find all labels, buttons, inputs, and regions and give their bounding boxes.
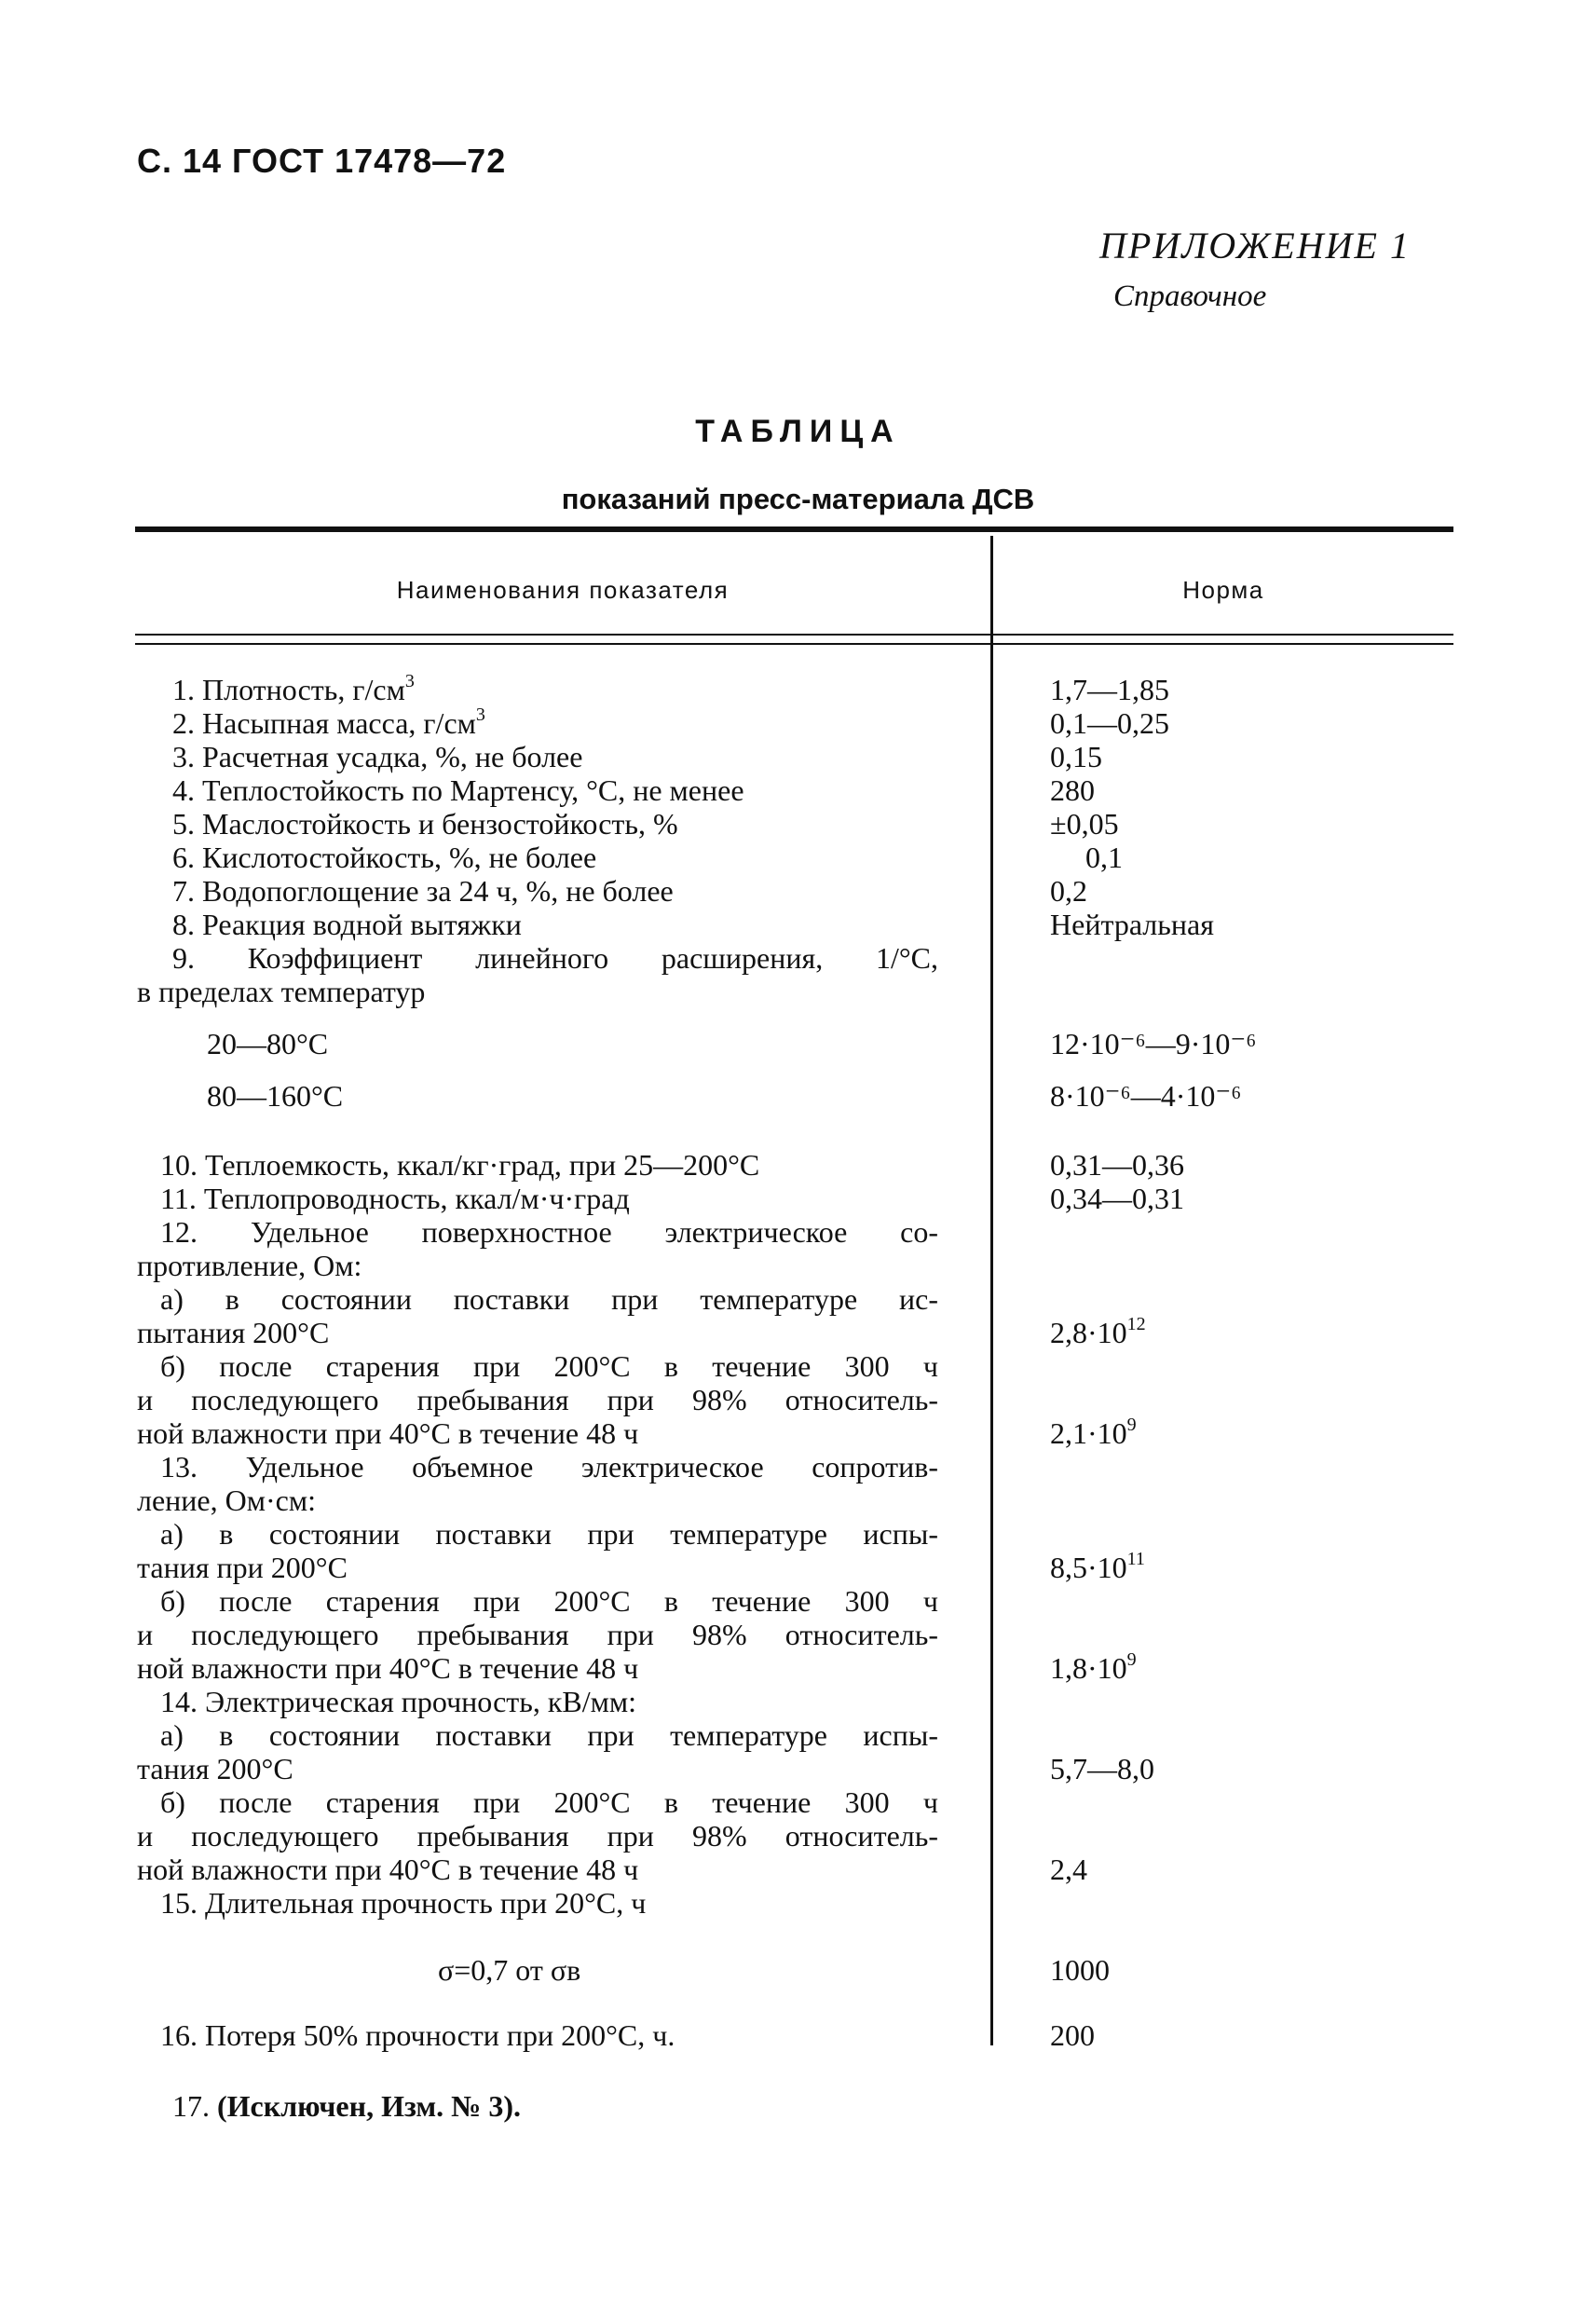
row-13b-line-1: б) после старения при 200°С в течение 300 ч	[160, 1584, 938, 1618]
page-reference: С. 14 ГОСТ 17478—72	[137, 142, 507, 180]
row-14b-line-3: ной влажности при 40°С в течение 48 ч	[137, 1853, 639, 1886]
row-12b-norm-exp: 9	[1126, 1415, 1137, 1435]
row-14a-line-2: тания 200°С	[137, 1752, 293, 1785]
row-17-text: (Исключен, Изм. № 3).	[217, 2089, 521, 2123]
row-1-sup: 3	[404, 671, 415, 691]
header-rule-1	[135, 634, 1453, 636]
row-12b-norm-value: 2,1·10	[1050, 1416, 1127, 1450]
row-13b-norm	[1050, 1651, 1137, 1685]
table-top-rule	[135, 526, 1453, 532]
row-13a-norm-value: 8,5·10	[1050, 1551, 1127, 1584]
row-14a-norm: 5,7—8,0	[1050, 1752, 1154, 1785]
row-13-line-1: 13. Удельное объемное электрическое сопротив-	[160, 1450, 938, 1484]
row-15-norm: 1000	[1050, 1953, 1110, 1987]
row-9a-norm: 12·10⁻⁶—9·10⁻⁶	[1050, 1027, 1257, 1060]
header-rule-2	[135, 643, 1453, 645]
row-1-text: 1. Плотность, г/см	[172, 673, 405, 706]
row-12a-line-2: пытания 200°С	[137, 1316, 330, 1349]
row-13a-line-2: тания при 200°С	[137, 1551, 348, 1584]
row-8-label: 8. Реакция водной вытяжки	[172, 908, 522, 941]
row-5-label: 5. Маслостойкость и бензостойкость, %	[172, 807, 678, 841]
row-15-formula: σ=0,7 от σв	[438, 1953, 581, 1987]
row-5-norm: ±0,05	[1050, 807, 1119, 841]
row-17	[172, 2089, 521, 2123]
row-17-number: 17.	[172, 2089, 210, 2123]
row-9b-label: 80—160°С	[207, 1079, 344, 1113]
row-9a-label: 20—80°С	[207, 1027, 329, 1060]
row-3-norm: 0,15	[1050, 740, 1102, 773]
row-12a-norm-value: 2,8·10	[1050, 1316, 1127, 1349]
row-13b-line-2: и последующего пребывания при 98% относитель-	[137, 1618, 938, 1651]
row-13a-line-1: а) в состоянии поставки при температуре испы-	[160, 1517, 938, 1551]
row-10-label: 10. Теплоемкость, ккал/кг·град, при 25—200°С	[160, 1148, 760, 1182]
row-3-label: 3. Расчетная усадка, %, не более	[172, 740, 583, 773]
row-13b-norm-exp: 9	[1126, 1649, 1137, 1670]
row-2-sup: 3	[475, 704, 485, 725]
row-12a-norm-exp: 12	[1126, 1314, 1146, 1334]
row-12a-norm	[1050, 1316, 1146, 1349]
row-15-label: 15. Длительная прочность при 20°С, ч	[160, 1886, 647, 1920]
row-10-norm: 0,31—0,36	[1050, 1148, 1184, 1182]
row-7-norm: 0,2	[1050, 874, 1087, 908]
row-12-line-1: 12. Удельное поверхностное электрическое со-	[160, 1215, 938, 1249]
row-12b-norm	[1050, 1416, 1137, 1450]
row-16-label: 16. Потеря 50% прочности при 200°С, ч.	[160, 2018, 675, 2052]
row-14-line-1: 14. Электрическая прочность, кВ/мм:	[160, 1685, 637, 1718]
row-13-line-2: ление, Ом·см:	[137, 1484, 316, 1517]
row-13a-norm	[1050, 1551, 1145, 1584]
row-1-label	[172, 673, 415, 706]
row-12-line-2: противление, Ом:	[137, 1249, 362, 1282]
row-12b-line-3: ной влажности при 40°С в течение 48 ч	[137, 1416, 639, 1450]
table-title: ТАБЛИЦА	[695, 414, 901, 449]
row-2-label	[172, 706, 485, 740]
row-14b-line-1: б) после старения при 200°С в течение 300 ч	[160, 1785, 938, 1819]
row-13b-norm-value: 1,8·10	[1050, 1651, 1127, 1685]
row-11-label: 11. Теплопроводность, ккал/м·ч·град	[160, 1182, 630, 1215]
row-12b-line-1: б) после старения при 200°С в течение 300 ч	[160, 1349, 938, 1383]
row-6-norm: 0,1	[1085, 841, 1123, 874]
row-9-line-1: 9. Коэффициент линейного расширения, 1/°С,	[172, 941, 938, 975]
row-2-text: 2. Насыпная масса, г/см	[172, 706, 476, 740]
row-6-label: 6. Кислотостойкость, %, не более	[172, 841, 597, 874]
column-divider	[990, 536, 993, 2045]
row-13b-line-3: ной влажности при 40°С в течение 48 ч	[137, 1651, 639, 1685]
appendix-title: ПРИЛОЖЕНИЕ 1	[1099, 225, 1411, 267]
row-8-norm: Нейтральная	[1050, 908, 1214, 941]
row-14b-line-2: и последующего пребывания при 98% относитель-	[137, 1819, 938, 1853]
row-9b-norm: 8·10⁻⁶—4·10⁻⁶	[1050, 1079, 1242, 1113]
row-7-label: 7. Водопоглощение за 24 ч, %, не более	[172, 874, 674, 908]
column-header-norm: Норма	[1182, 576, 1264, 604]
table-subtitle: показаний пресс-материала ДСВ	[561, 483, 1035, 515]
row-11-norm: 0,34—0,31	[1050, 1182, 1184, 1215]
row-12a-line-1: а) в состоянии поставки при температуре ис-	[160, 1282, 938, 1316]
row-4-label: 4. Теплостойкость по Мартенсу, °С, не менее	[172, 773, 744, 807]
row-9-line-2: в пределах температур	[137, 975, 426, 1008]
row-14a-line-1: а) в состоянии поставки при температуре испы-	[160, 1718, 938, 1752]
column-header-name: Наименования показателя	[396, 576, 730, 604]
row-16-norm: 200	[1050, 2018, 1095, 2052]
row-2-norm: 0,1—0,25	[1050, 706, 1169, 740]
row-13a-norm-exp: 11	[1126, 1549, 1145, 1569]
row-12b-line-2: и последующего пребывания при 98% относитель-	[137, 1383, 938, 1416]
row-14b-norm: 2,4	[1050, 1853, 1087, 1886]
row-4-norm: 280	[1050, 773, 1095, 807]
appendix-subtitle: Справочное	[1113, 280, 1267, 313]
row-1-norm: 1,7—1,85	[1050, 673, 1169, 706]
